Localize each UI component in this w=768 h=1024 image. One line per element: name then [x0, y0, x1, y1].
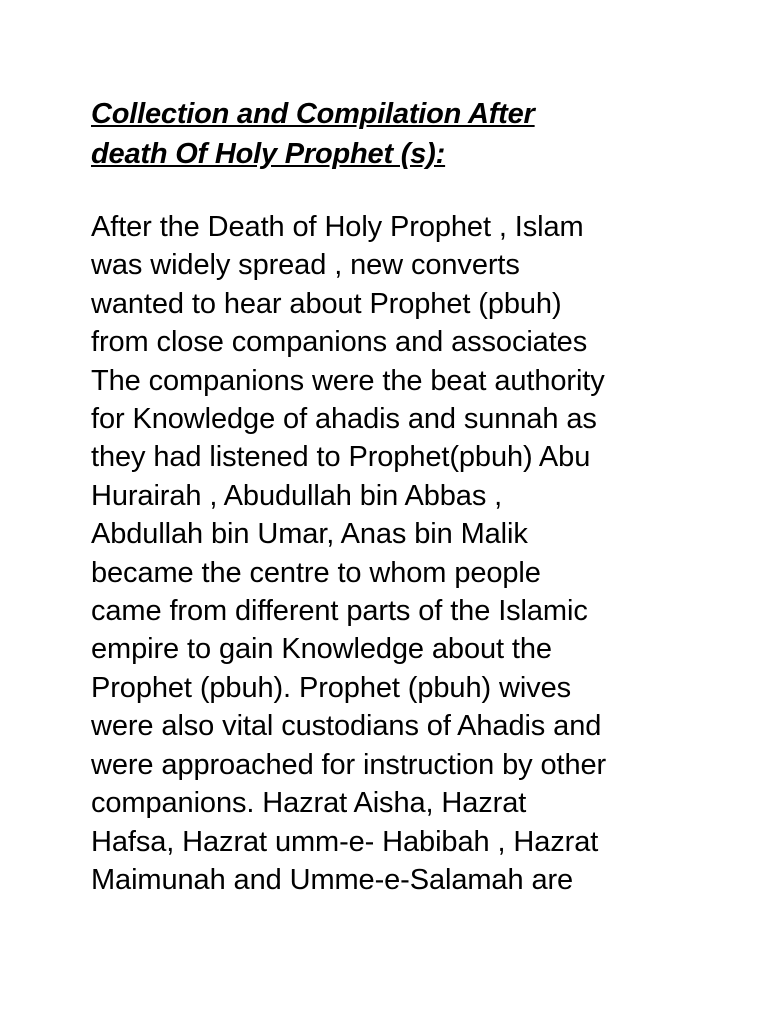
paragraph-line: After the Death of Holy Prophet , Islam [91, 211, 584, 243]
paragraph-line: Abdullah bin Umar, Anas bin Malik [91, 518, 528, 551]
heading-line: Collection and Compilation After [91, 98, 535, 130]
body-paragraph [91, 208, 606, 899]
paragraph-line: came from different parts of the Islamic [91, 595, 588, 628]
paragraph-line: were approached for instruction by other [91, 748, 607, 781]
paragraph-line: empire to gain Knowledge about the [91, 633, 552, 666]
paragraph-line: were also vital custodians of Ahadis and [91, 710, 602, 743]
paragraph-line: from close companions and associates [91, 326, 588, 359]
paragraph-line: Maimunah and Umme-e-Salamah are [91, 863, 574, 896]
paragraph-line: The companions were the beat authority [91, 364, 605, 397]
paragraph-line: was widely spread , new converts [91, 249, 520, 282]
section-heading [91, 94, 535, 174]
paragraph-line: Hafsa, Hazrat umm-e- Habibah , Hazrat [91, 825, 599, 858]
paragraph-line: companions. Hazrat Aisha, Hazrat [91, 787, 527, 820]
paragraph-line: became the centre to whom people [91, 556, 541, 589]
paragraph-line: for Knowledge of ahadis and sunnah as [91, 403, 597, 436]
paragraph-line: wanted to hear about Prophet (pbuh) [91, 287, 562, 320]
paragraph-line: they had listened to Prophet(pbuh) Abu [91, 441, 591, 474]
paragraph-line: Hurairah , Abudullah bin Abbas , [91, 479, 503, 512]
heading-line: death Of Holy Prophet (s): [91, 138, 446, 170]
paragraph-line: Prophet (pbuh). Prophet (pbuh) wives [91, 671, 571, 704]
